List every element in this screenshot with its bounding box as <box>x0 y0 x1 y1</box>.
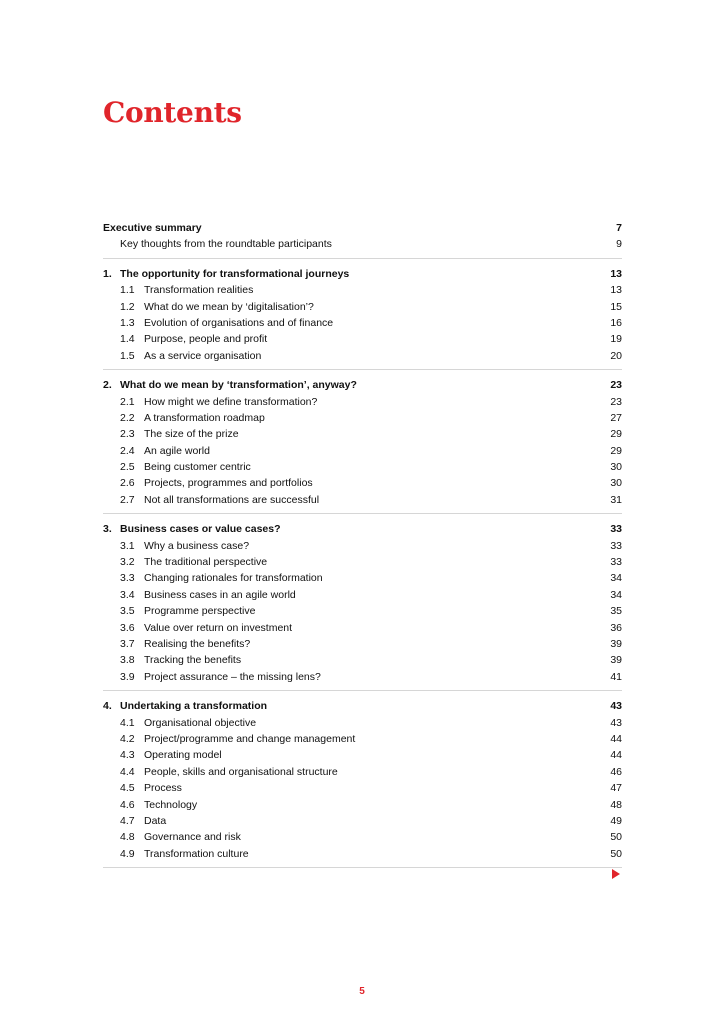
toc-subentry[interactable] <box>103 394 622 410</box>
toc-subentry-title: How might we define transformation? <box>144 395 318 408</box>
toc-subentry-title: Technology <box>144 798 198 811</box>
toc-subentry-number: 3.5 <box>120 605 135 618</box>
toc-subentry-number: 4.6 <box>120 798 135 811</box>
toc-subentry-title: Project/programme and change management <box>144 732 356 745</box>
toc-entry-page: 7 <box>616 222 622 234</box>
toc-entry-page: 43 <box>610 700 622 713</box>
toc-subentry-number: 2.5 <box>120 461 135 474</box>
toc-subentry-page: 9 <box>616 238 622 251</box>
toc-subentry[interactable] <box>103 652 622 668</box>
toc-subentry[interactable] <box>103 475 622 491</box>
toc-subentry-title: Projects, programmes and portfolios <box>144 477 313 490</box>
toc-subentry[interactable] <box>103 299 622 315</box>
toc-entry-number: 3. <box>103 523 112 536</box>
toc-subentry-page: 48 <box>610 798 622 811</box>
toc-subentry-page: 27 <box>610 411 622 424</box>
toc-subentry-page: 16 <box>610 316 622 329</box>
toc-subentry-title: Being customer centric <box>144 461 251 474</box>
toc-subentry[interactable] <box>103 492 622 508</box>
toc-entry-page: 13 <box>610 267 622 280</box>
toc-subentry-title: Project assurance – the missing lens? <box>144 670 321 683</box>
toc-subentry[interactable] <box>103 459 622 475</box>
toc-subentry-page: 19 <box>610 333 622 346</box>
toc-subentry-page: 41 <box>610 670 622 683</box>
toc-subentry-title: Operating model <box>144 749 222 762</box>
toc-entry-title: What do we mean by ‘transformation’, anyway? <box>120 379 357 392</box>
toc-subentry-number: 4.9 <box>120 847 135 860</box>
toc-subentry[interactable] <box>103 747 622 763</box>
toc-subentry-number: 3.9 <box>120 670 135 683</box>
toc-section <box>103 377 622 514</box>
toc-subentry-page: 20 <box>610 349 622 362</box>
page-title: Contents <box>103 96 242 129</box>
toc-subentry-title: Process <box>144 782 182 795</box>
toc-subentry[interactable] <box>103 426 622 442</box>
toc-entry-executive-summary[interactable] <box>103 220 622 236</box>
toc-entry-number: 2. <box>103 379 112 392</box>
next-page-arrow-icon[interactable] <box>612 869 620 879</box>
toc-subentry[interactable] <box>103 348 622 364</box>
toc-subentry[interactable] <box>103 554 622 570</box>
toc-subentry-title: An agile world <box>144 444 210 457</box>
toc-subentry-title: Evolution of organisations and of finance <box>144 316 334 329</box>
toc-subentry[interactable] <box>103 620 622 636</box>
toc-subentry[interactable] <box>103 331 622 347</box>
toc-subentry[interactable] <box>103 846 622 862</box>
toc-subentry-number: 2.1 <box>120 395 135 408</box>
toc-subentry-title: Data <box>144 814 167 827</box>
toc-subentry-title: Transformation realities <box>144 284 254 297</box>
toc-subentry-number: 2.6 <box>120 477 135 490</box>
table-of-contents <box>103 220 622 875</box>
toc-subentry[interactable] <box>103 829 622 845</box>
toc-subentry-page: 23 <box>610 395 622 408</box>
toc-subentry-page: 36 <box>610 621 622 634</box>
toc-subentry[interactable] <box>103 236 622 252</box>
toc-subentry-page: 34 <box>610 588 622 601</box>
toc-entry-title: Executive summary <box>103 222 202 234</box>
toc-subentry[interactable] <box>103 780 622 796</box>
toc-subentry-page: 29 <box>610 444 622 457</box>
toc-section <box>103 220 622 259</box>
toc-subentry[interactable] <box>103 813 622 829</box>
toc-subentry-title: The traditional perspective <box>144 556 268 569</box>
toc-subentry-number: 3.4 <box>120 588 135 601</box>
toc-entry-number: 4. <box>103 700 112 713</box>
toc-subentry-number: 1.3 <box>120 316 135 329</box>
toc-entry-chapter-3[interactable] <box>103 521 622 537</box>
toc-subentry-number: 3.6 <box>120 621 135 634</box>
toc-subentry-title: Business cases in an agile world <box>144 588 296 601</box>
toc-subentry-number: 4.3 <box>120 749 135 762</box>
toc-subentry-page: 46 <box>610 765 622 778</box>
toc-subentry-number: 1.1 <box>120 284 135 297</box>
toc-subentry-page: 39 <box>610 654 622 667</box>
toc-subentry-number: 2.2 <box>120 411 135 424</box>
toc-subentry[interactable] <box>103 570 622 586</box>
toc-entry-title: Undertaking a transformation <box>120 700 268 713</box>
toc-subentry-page: 44 <box>610 732 622 745</box>
toc-subentry-title: Tracking the benefits <box>144 654 242 667</box>
toc-subentry-title: Changing rationales for transformation <box>144 572 323 585</box>
toc-subentry-number: 2.7 <box>120 493 135 506</box>
toc-subentry-number: 1.5 <box>120 349 135 362</box>
toc-subentry-number: 3.7 <box>120 637 135 650</box>
toc-section <box>103 521 622 691</box>
toc-subentry-number: 4.8 <box>120 831 135 844</box>
toc-subentry[interactable] <box>103 636 622 652</box>
toc-subentry[interactable] <box>103 315 622 331</box>
toc-subentry-page: 15 <box>610 300 622 313</box>
toc-subentry-page: 34 <box>610 572 622 585</box>
toc-subentry-number: 1.2 <box>120 300 135 313</box>
toc-subentry-title: People, skills and organisational structure <box>144 765 338 778</box>
toc-subentry[interactable] <box>103 669 622 685</box>
toc-subentry-title: A transformation roadmap <box>144 411 265 424</box>
toc-subentry-page: 39 <box>610 637 622 650</box>
toc-subentry[interactable] <box>103 603 622 619</box>
toc-entry-number: 1. <box>103 267 112 280</box>
toc-subentry[interactable] <box>103 797 622 813</box>
toc-entry-page: 33 <box>610 523 622 536</box>
toc-subentry[interactable] <box>103 715 622 731</box>
toc-subentry-page: 49 <box>610 814 622 827</box>
toc-subentry-number: 3.2 <box>120 556 135 569</box>
toc-subentry-page: 29 <box>610 428 622 441</box>
toc-subentry-title: The size of the prize <box>144 428 239 441</box>
toc-subentry-page: 33 <box>610 539 622 552</box>
toc-subentry-number: 4.2 <box>120 732 135 745</box>
toc-entry-chapter-2[interactable] <box>103 377 622 393</box>
toc-subentry-title: As a service organisation <box>144 349 262 362</box>
toc-subentry-title: Realising the benefits? <box>144 637 251 650</box>
toc-subentry-page: 50 <box>610 831 622 844</box>
toc-subentry[interactable] <box>103 731 622 747</box>
toc-subentry-page: 30 <box>610 477 622 490</box>
toc-subentry-page: 13 <box>610 284 622 297</box>
toc-subentry-title: Key thoughts from the roundtable participants <box>120 238 332 251</box>
toc-entry-chapter-1[interactable] <box>103 266 622 282</box>
toc-entry-page: 23 <box>610 379 622 392</box>
toc-subentry-title: Governance and risk <box>144 831 241 844</box>
toc-subentry[interactable] <box>103 282 622 298</box>
toc-subentry-page: 35 <box>610 605 622 618</box>
toc-subentry-title: Purpose, people and profit <box>144 333 268 346</box>
toc-subentry-number: 4.4 <box>120 765 135 778</box>
page-number: 5 <box>359 986 365 997</box>
toc-subentry-number: 2.4 <box>120 444 135 457</box>
toc-subentry-page: 33 <box>610 556 622 569</box>
toc-subentry-title: Programme perspective <box>144 605 256 618</box>
toc-subentry-number: 4.1 <box>120 716 135 729</box>
toc-subentry[interactable] <box>103 410 622 426</box>
toc-entry-title: The opportunity for transformational journeys <box>120 267 350 280</box>
toc-subentry-title: Why a business case? <box>144 539 250 552</box>
toc-entry-chapter-4[interactable] <box>103 698 622 714</box>
toc-subentry-number: 3.3 <box>120 572 135 585</box>
toc-subentry-number: 4.7 <box>120 814 135 827</box>
toc-subentry-page: 50 <box>610 847 622 860</box>
toc-subentry-page: 30 <box>610 461 622 474</box>
toc-subentry[interactable] <box>103 443 622 459</box>
toc-subentry[interactable] <box>103 538 622 554</box>
toc-subentry-number: 3.8 <box>120 654 135 667</box>
toc-subentry-number: 3.1 <box>120 539 135 552</box>
toc-entry-title: Business cases or value cases? <box>120 523 281 536</box>
toc-subentry-title: Value over return on investment <box>144 621 293 634</box>
toc-subentry-number: 4.5 <box>120 782 135 795</box>
toc-subentry-page: 44 <box>610 749 622 762</box>
toc-subentry-page: 43 <box>610 716 622 729</box>
toc-section <box>103 266 622 370</box>
toc-subentry-title: What do we mean by ‘digitalisation’? <box>144 300 314 313</box>
toc-subentry-title: Not all transformations are successful <box>144 493 320 506</box>
toc-subentry[interactable] <box>103 587 622 603</box>
toc-section <box>103 698 622 868</box>
toc-subentry-number: 2.3 <box>120 428 135 441</box>
toc-subentry-page: 31 <box>610 493 622 506</box>
toc-subentry-number: 1.4 <box>120 333 135 346</box>
toc-subentry[interactable] <box>103 764 622 780</box>
toc-subentry-page: 47 <box>610 782 622 795</box>
toc-subentry-title: Transformation culture <box>144 847 249 860</box>
toc-subentry-title: Organisational objective <box>144 716 257 729</box>
